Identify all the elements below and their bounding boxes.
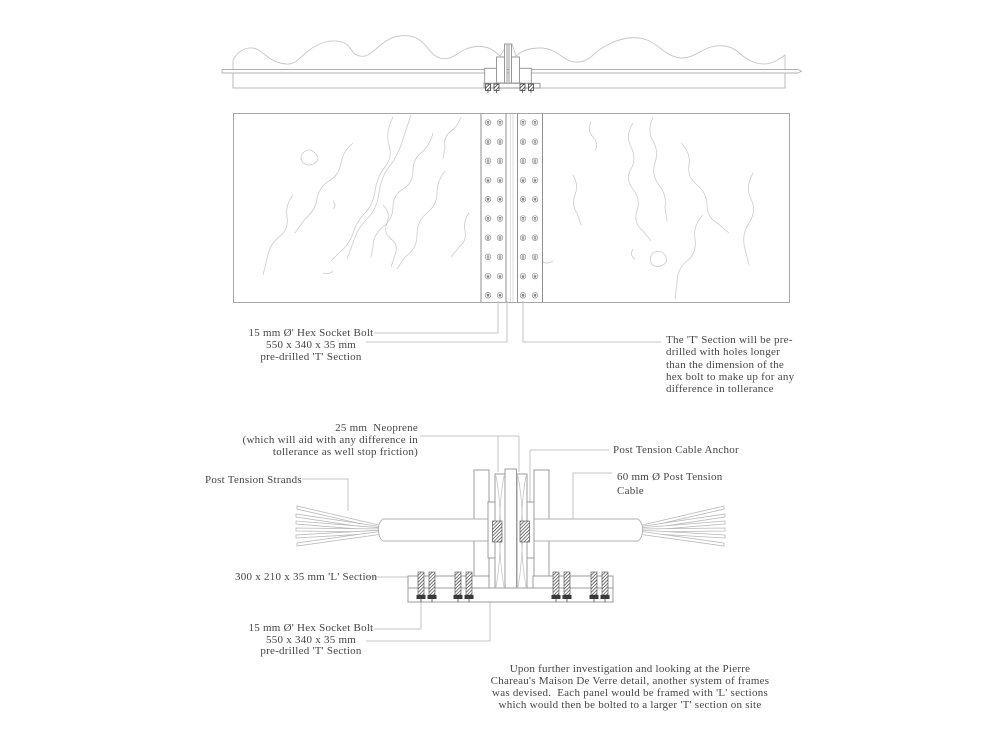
annotation-line: 60 mm Ø Post Tension <box>617 471 723 483</box>
cable-strands-right <box>638 506 725 546</box>
cable-strands-left <box>296 506 383 546</box>
l-flange-right <box>533 576 613 588</box>
paragraph-line: Chareau's Maison De Verre detail, another system of frames <box>490 675 770 687</box>
paragraph-line: was devised. Each panel would be framed with 'L' sections <box>492 687 768 699</box>
anchor-wedge-left <box>493 521 503 542</box>
annotation-line: tollerance as well stop friction) <box>272 446 418 459</box>
annotation-line: Cable <box>617 484 644 497</box>
paragraph-line: Upon further investigation and looking at the Pierre <box>509 663 751 675</box>
annotation-line: 550 x 340 x 35 mm <box>265 339 357 351</box>
annotation-line: pre-drilled 'T' Section <box>260 351 362 363</box>
annotation-line: The 'T' Section will be pre- <box>666 334 793 346</box>
annotation-line: pre-drilled 'T' Section <box>260 645 362 658</box>
annotation-line: hex bolt to make up for any <box>666 370 795 383</box>
annotation-hex-bolt-bottom <box>228 623 394 658</box>
annotation-t-section-note <box>666 334 802 395</box>
joint-core <box>488 469 534 590</box>
annotation-neoprene <box>238 422 418 459</box>
cable-bar-left <box>379 519 490 541</box>
paragraph-line: which would then be bolted to a larger 'T' section on site <box>498 699 762 711</box>
cable-bar-right <box>533 519 643 541</box>
annotation-line: drilled with holes longer <box>666 346 781 359</box>
annotation-line: 15 mm Ø' Hex Socket Bolt <box>248 327 374 339</box>
anchor-wedge-right <box>520 521 530 542</box>
annotation-line: than the dimension of the <box>666 358 785 371</box>
annotation-post-tension-cable <box>617 471 722 498</box>
annotation-l-section: 300 x 210 x 35 mm 'L' Section <box>235 571 378 583</box>
plan-section-drawing <box>200 30 810 100</box>
annotation-line: (which will aid with any difference in <box>242 434 418 447</box>
annotation-line: difference in tollerance <box>666 383 774 396</box>
plan-center-joint <box>484 44 540 88</box>
annotation-line: 25 mm Neoprene <box>335 422 418 434</box>
t-section-stem <box>505 469 517 590</box>
annotation-hex-bolt-top <box>228 327 394 363</box>
annotation-cable-anchor: Post Tension Cable Anchor <box>613 444 739 456</box>
description-paragraph <box>486 663 774 711</box>
annotation-line: 550 x 340 x 35 mm <box>265 633 357 646</box>
t-flange <box>408 588 613 602</box>
elevation-panel-drawing <box>233 113 790 303</box>
annotation-post-tension-strands: Post Tension Strands <box>205 474 302 486</box>
annotation-line: 15 mm Ø' Hex Socket Bolt <box>248 622 374 634</box>
center-t-section-strip <box>481 114 543 302</box>
